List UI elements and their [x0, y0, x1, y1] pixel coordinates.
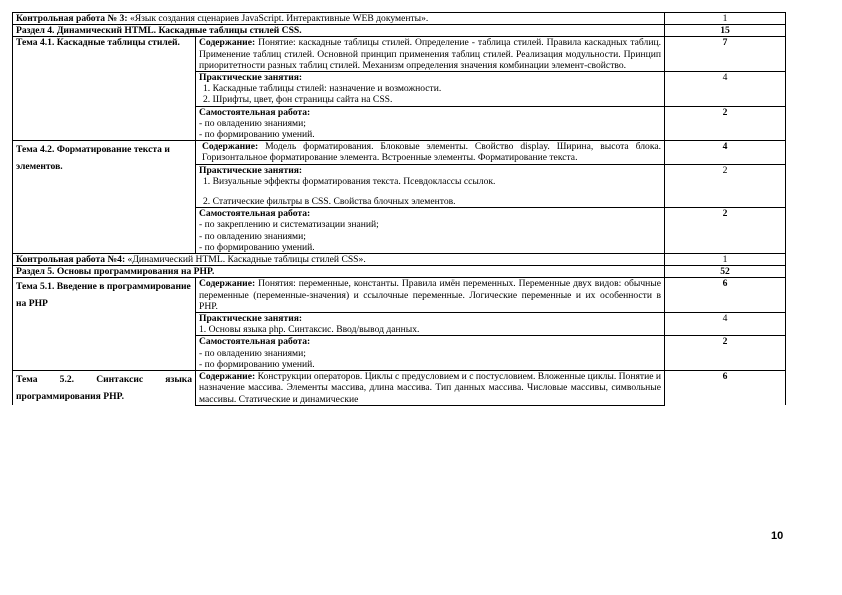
table-row	[13, 13, 786, 25]
test-3-cell	[13, 13, 665, 25]
table-row	[13, 25, 786, 37]
section-5-hours: 52	[665, 266, 786, 278]
topic-5-1-content-hours: 6	[665, 278, 786, 313]
curriculum-table	[12, 12, 786, 406]
topic-5-1-title: Тема 5.1. Введение в программирование на PHP	[13, 278, 196, 371]
content-label: Содержание:	[199, 278, 256, 290]
topic-4-1-practice	[196, 72, 665, 107]
topic-5-1-self-hours: 2	[665, 336, 786, 371]
content-text: Понятие: каскадные таблицы стилей. Определение - таблица стилей. Правила каскадных таблиц. Применение таблиц стилей. Основной принцип применения таблиц стилей. Реализация модульности. Принцип приоритетности разных таблиц стилей. Механизм определения значения комбинации элемент-свойство.	[199, 37, 662, 71]
topic-4-1-self	[196, 106, 665, 141]
self-item: - по формированию умений.	[199, 129, 315, 141]
test-4-text: «Динамический HTML. Каскадные таблицы стилей CSS».	[125, 254, 366, 266]
self-item: - по овладению знаниями;	[199, 230, 306, 242]
table-row	[13, 266, 786, 278]
self-item: - по формированию умений.	[199, 358, 315, 370]
table-row	[13, 141, 786, 164]
practice-label: Практические занятия:	[199, 313, 303, 325]
self-label: Самостоятельная работа:	[199, 208, 311, 220]
self-item: - по овладению знаниями;	[199, 347, 306, 359]
topic-5-1-practice-hours: 4	[665, 313, 786, 336]
topic-5-1-self	[196, 336, 665, 371]
practice-item: 2. Статические фильтры в CSS. Свойства блочных элементов.	[203, 196, 456, 208]
self-item: - по формированию умений.	[199, 241, 315, 253]
content-text: Понятия: переменные, константы. Правила имён переменных. Переменные двух видов: обычные переменные (переменные-значения) и ссылочные переменные. Логические переменные и их особенности в PHP.	[199, 278, 662, 312]
section-4-title: Раздел 4. Динамический HTML. Каскадные таблицы стилей CSS.	[13, 25, 665, 37]
test-3-hours: 1	[665, 13, 786, 25]
topic-4-2-content-hours: 4	[665, 141, 786, 164]
content-text: Модель форматирования. Блоковые элементы. Свойство display. Ширина, высота блока. Горизонтальное форматирование элемента. Встроенные элементы. Форматирование текста.	[202, 141, 662, 164]
topic-4-2-practice-hours: 2	[665, 164, 786, 208]
self-label: Самостоятельная работа:	[199, 106, 311, 118]
topic-5-1-content	[196, 278, 665, 313]
practice-item: 1. Визуальные эффекты форматирования текста. Псевдоклассы ссылок.	[203, 175, 496, 187]
practice-label: Практические занятия:	[199, 164, 303, 176]
practice-item: 2. Шрифты, цвет, фон страницы сайта на CSS.	[203, 94, 393, 106]
topic-5-2-title: Тема 5.2. Синтаксис языка программирования PHP.	[13, 371, 196, 406]
topic-4-2-title: Тема 4.2. Форматирование текста и элементов.	[13, 141, 196, 254]
topic-4-1-practice-hours: 4	[665, 72, 786, 107]
practice-item: 1. Каскадные таблицы стилей: назначение и возможности.	[203, 83, 442, 95]
test-3-label: Контрольная работа № 3:	[16, 13, 128, 24]
table-row	[13, 371, 786, 406]
self-item: - по овладению знаниями;	[199, 117, 306, 129]
topic-4-1-content	[196, 37, 665, 72]
topic-4-2-content	[196, 141, 665, 164]
practice-item: 1. Основы языка php. Синтаксис. Ввод/вывод данных.	[199, 324, 420, 336]
topic-4-2-self-hours: 2	[665, 208, 786, 254]
topic-4-1-content-hours: 7	[665, 37, 786, 72]
table-row	[13, 37, 786, 72]
self-item: - по закреплению и систематизации знаний;	[199, 219, 379, 231]
test-4-cell	[13, 254, 665, 266]
content-label: Содержание:	[199, 371, 256, 383]
topic-4-2-practice	[196, 164, 665, 208]
content-text: Конструкции операторов. Циклы с предусловием и с постусловием. Вложенные циклы. Понятие и назначение массива. Элементы массива, длина массива. Тип данных массива. Числовые массивы, символьные массивы. Статические и динамические	[199, 371, 662, 405]
topic-4-1-self-hours: 2	[665, 106, 786, 141]
page-number: 10	[771, 530, 784, 542]
self-label: Самостоятельная работа:	[199, 336, 311, 348]
test-4-hours: 1	[665, 254, 786, 266]
content-label: Содержание:	[202, 141, 259, 153]
practice-label: Практические занятия:	[199, 72, 303, 84]
table-row	[13, 278, 786, 313]
content-label: Содержание:	[199, 37, 256, 49]
topic-4-1-title: Тема 4.1. Каскадные таблицы стилей.	[13, 37, 196, 141]
topic-5-2-content	[196, 371, 665, 406]
section-5-title: Раздел 5. Основы программирования на PHP.	[13, 266, 665, 278]
topic-5-1-practice	[196, 313, 665, 336]
topic-5-2-content-hours: 6	[665, 371, 786, 406]
test-4-label: Контрольная работа №4:	[16, 254, 126, 266]
table-row	[13, 254, 786, 266]
test-3-text: «Язык создания сценариев JavaScript. Интерактивные WEB документы».	[127, 13, 429, 24]
topic-4-2-self	[196, 208, 665, 254]
section-4-hours: 15	[665, 25, 786, 37]
